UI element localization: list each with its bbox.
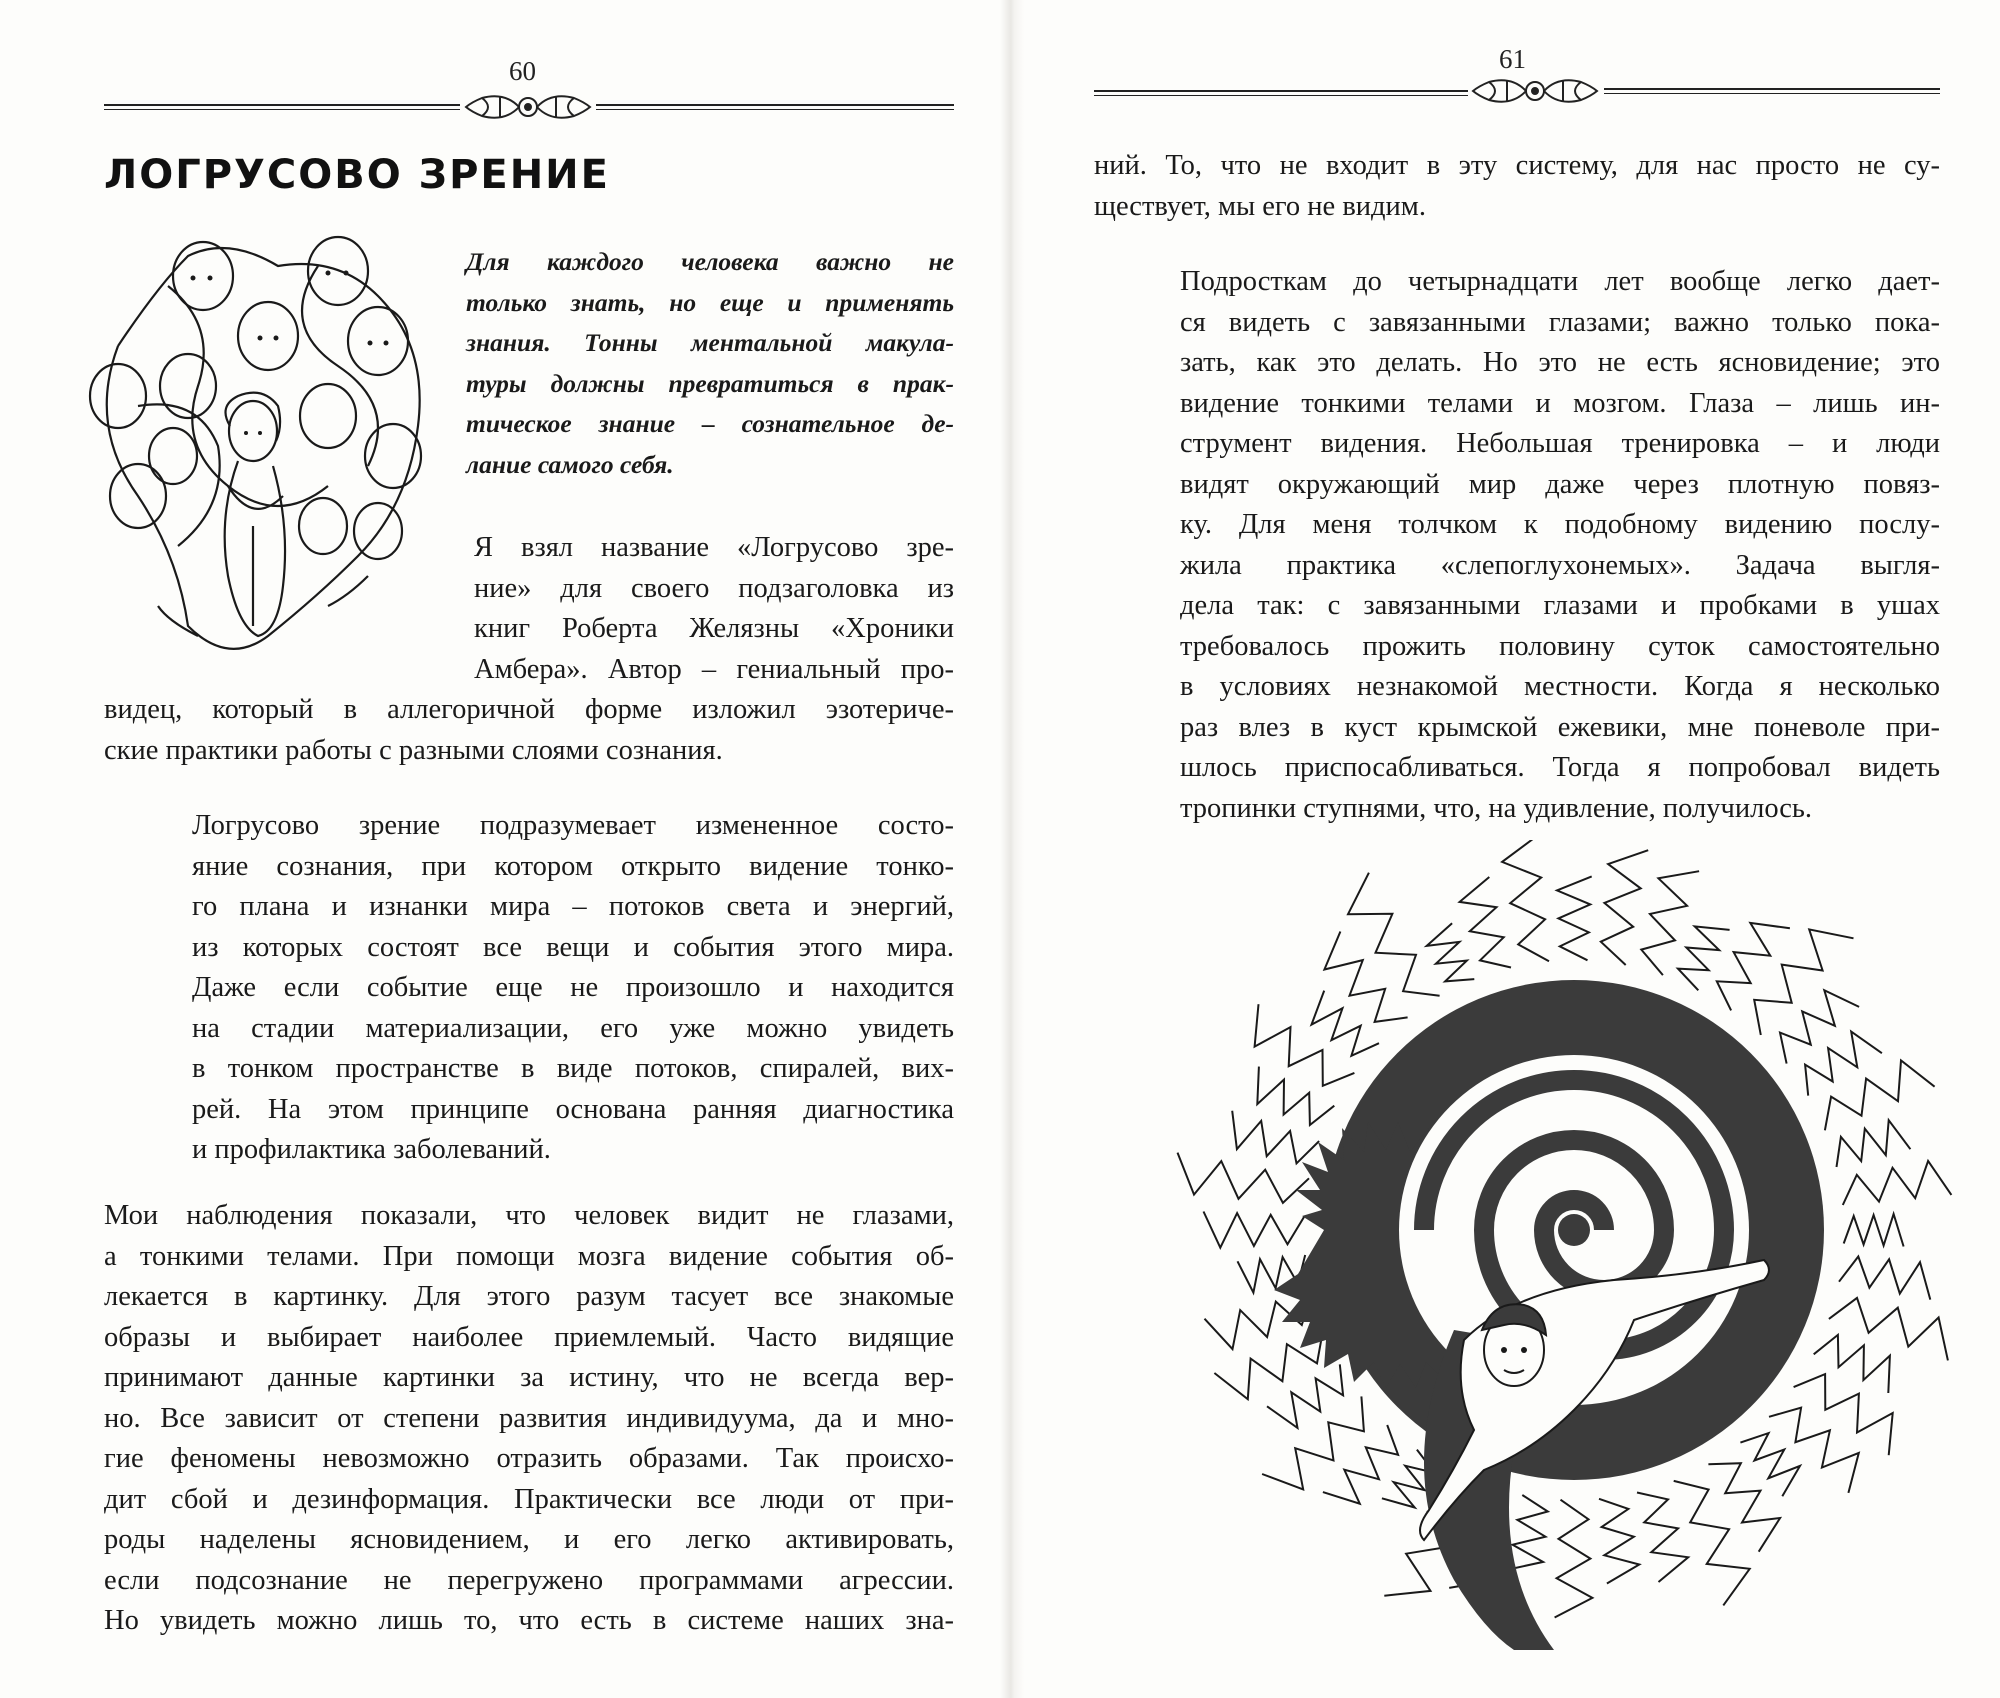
text-line: Даже если событие еще не произошло и находится bbox=[192, 972, 954, 1003]
ray-stroke bbox=[1740, 1433, 1800, 1496]
text-line: яние сознания, при котором открыто видение тонко- bbox=[192, 850, 954, 882]
chapter-title: ЛОГРУСОВО ЗРЕНИЕ bbox=[104, 152, 610, 198]
text-line: но. Все зависит от степени развития индивидуума, да и мно- bbox=[104, 1402, 954, 1434]
right-paragraph-main bbox=[1180, 262, 1940, 829]
text-line: лекается в картинку. Для этого разум тасует все знакомые bbox=[104, 1281, 954, 1312]
ray-stroke bbox=[1837, 1120, 1911, 1167]
faces-illustration bbox=[78, 226, 448, 666]
text-line: ку. Для меня толчком к подобному видению послу- bbox=[1180, 509, 1940, 540]
ray-stroke bbox=[1829, 1298, 1948, 1361]
ray-stroke bbox=[1267, 1364, 1343, 1428]
ray-stroke bbox=[1204, 1212, 1305, 1248]
ray-stroke bbox=[1508, 1495, 1548, 1570]
vajra-ornament-icon bbox=[1466, 70, 1604, 112]
text-line: в тонком пространстве в виде потоков, спиралей, вих- bbox=[192, 1053, 954, 1084]
text-line: го плана и изнанки мира – потоков света и энергий, bbox=[192, 891, 954, 922]
epigraph-line: туры должны превратиться в прак- bbox=[466, 368, 954, 398]
ray-stroke bbox=[1324, 932, 1407, 1022]
text-line: требовалось прожить половину суток самостоятельно bbox=[1180, 630, 1940, 662]
text-line: Мои наблюдения показали, что человек видит не глазами, bbox=[104, 1200, 954, 1231]
epigraph-line: только знать, но еще и применять bbox=[466, 287, 954, 317]
ray-stroke bbox=[1178, 1153, 1310, 1203]
text-line: ние» для своего подзаголовка из bbox=[474, 572, 954, 604]
ray-stroke bbox=[1844, 1214, 1904, 1247]
text-line: Подросткам до четырнадцати лет вообще легко дает- bbox=[1180, 266, 1940, 297]
text-line: видец, который в аллегоричной форме изложил эзотериче- bbox=[104, 694, 954, 725]
ray-stroke bbox=[1348, 873, 1440, 996]
ray-stroke bbox=[1557, 876, 1592, 960]
ray-stroke bbox=[1312, 991, 1380, 1056]
text-line: дела так: с завязанными глазами и пробками в ушах bbox=[1180, 590, 1940, 621]
ray-stroke bbox=[1599, 1499, 1639, 1584]
epigraph-line: тическое знание – сознательное де- bbox=[466, 409, 954, 438]
left-header-rule-right bbox=[596, 104, 954, 106]
text-line: шлось приспосабливаться. Тогда я попробовал видеть bbox=[1180, 752, 1940, 783]
text-line: видение тонкими телами и мозгом. Глаза – лишь ин- bbox=[1180, 387, 1940, 419]
text-line: книг Роберта Желязны «Хроники bbox=[474, 613, 954, 644]
ray-stroke bbox=[1805, 1032, 1882, 1096]
text-line: струмент видения. Небольшая тренировка – и люди bbox=[1180, 428, 1940, 459]
epigraph-line: Для каждого человека важно не bbox=[466, 247, 954, 276]
text-line: ществует, мы его не видим. bbox=[1094, 190, 1426, 222]
text-line: рей. На этом принципе основана ранняя диагностика bbox=[192, 1093, 954, 1125]
ray-stroke bbox=[1674, 1481, 1750, 1606]
vajra-ornament-icon bbox=[460, 86, 596, 128]
text-line: Но увидеть можно лишь то, что есть в системе наших зна- bbox=[104, 1605, 954, 1636]
paragraph-2 bbox=[192, 806, 954, 1171]
text-line: образы и выбирает наиболее приемлемый. Часто видящие bbox=[104, 1321, 954, 1353]
text-line: Логрусово зрение подразумевает измененное состо- bbox=[192, 810, 954, 841]
spiral-figure-illustration bbox=[1174, 840, 1974, 1660]
right-paragraph-continuation bbox=[1094, 146, 1940, 227]
ray-stroke bbox=[1794, 1374, 1893, 1455]
ray-stroke bbox=[1641, 871, 1699, 975]
text-line: из которых состоят все вещи и события этого мира. bbox=[192, 931, 954, 963]
epigraph bbox=[466, 242, 954, 485]
ray-stroke bbox=[1825, 1060, 1935, 1130]
text-line: ся видеть с завязанными глазами; важно только пока- bbox=[1180, 306, 1940, 338]
ray-stroke bbox=[1843, 1161, 1952, 1205]
ray-stroke bbox=[1601, 850, 1648, 965]
text-line: и профилактика заболеваний. bbox=[192, 1134, 551, 1165]
text-line: ний. То, что не входит в эту систему, для нас просто не су- bbox=[1094, 150, 1940, 181]
text-line: Амбера». Автор – гениальный про- bbox=[474, 653, 954, 685]
text-line: раз влез в куст крымской ежевики, мне поневоле при- bbox=[1180, 711, 1940, 743]
text-line: если подсознание не перегружено программами агрессии. bbox=[104, 1564, 954, 1596]
text-line: на стадии материализации, его уже можно увидеть bbox=[192, 1012, 954, 1044]
paragraph-3 bbox=[104, 1196, 954, 1642]
text-line: тропинки ступнями, что, на удивление, получилось. bbox=[1180, 792, 1813, 824]
paragraph-1-full bbox=[104, 690, 954, 771]
ray-stroke bbox=[1502, 840, 1549, 961]
text-line: гие феномены невозможно отразить образами. Так происхо- bbox=[104, 1443, 954, 1474]
ray-stroke bbox=[1637, 1493, 1688, 1583]
ray-stroke bbox=[1427, 923, 1475, 981]
text-line: в условиях незнакомой местности. Когда я несколько bbox=[1180, 671, 1940, 702]
text-line: роды наделены ясновидением, и его легко активировать, bbox=[104, 1524, 954, 1555]
ray-stroke bbox=[1839, 1257, 1930, 1300]
right-header-rule-right bbox=[1604, 88, 1940, 90]
text-line: Я взял название «Логрусово зре- bbox=[474, 532, 954, 563]
ray-stroke bbox=[1262, 1396, 1364, 1489]
left-page-number: 60 bbox=[509, 56, 536, 86]
text-line: принимают данные картинки за истину, что не всегда вер- bbox=[104, 1362, 954, 1393]
left-header-rule-left bbox=[104, 104, 460, 106]
text-line: ские практики работы с разными слоями сознания. bbox=[104, 734, 723, 766]
ray-stroke bbox=[1717, 923, 1790, 1011]
text-line: жила практика «слепоглухонемых». Задача выгля- bbox=[1180, 549, 1940, 581]
epigraph-line: лание самого себя. bbox=[466, 449, 674, 479]
text-line: зать, как это делать. Но это не есть ясновидение; это bbox=[1180, 347, 1940, 378]
paragraph-1-wrapped bbox=[474, 528, 954, 690]
ray-stroke bbox=[1460, 877, 1511, 968]
right-header-rule-left bbox=[1094, 90, 1468, 92]
ray-stroke bbox=[1555, 1500, 1593, 1618]
epigraph-line: знания. Тонны ментальной макула- bbox=[466, 328, 954, 357]
ray-stroke bbox=[1232, 1111, 1319, 1164]
text-line: видят окружающий мир даже через плотную повяз- bbox=[1180, 468, 1940, 500]
ray-stroke bbox=[1323, 1425, 1398, 1504]
right-page-number: 61 bbox=[1499, 44, 1526, 74]
book-gutter bbox=[1000, 0, 1024, 1698]
text-line: а тонкими телами. При помощи мозга видение события об- bbox=[104, 1240, 954, 1272]
text-line: дит сбой и дезинформация. Практически все люди от при- bbox=[104, 1483, 954, 1515]
